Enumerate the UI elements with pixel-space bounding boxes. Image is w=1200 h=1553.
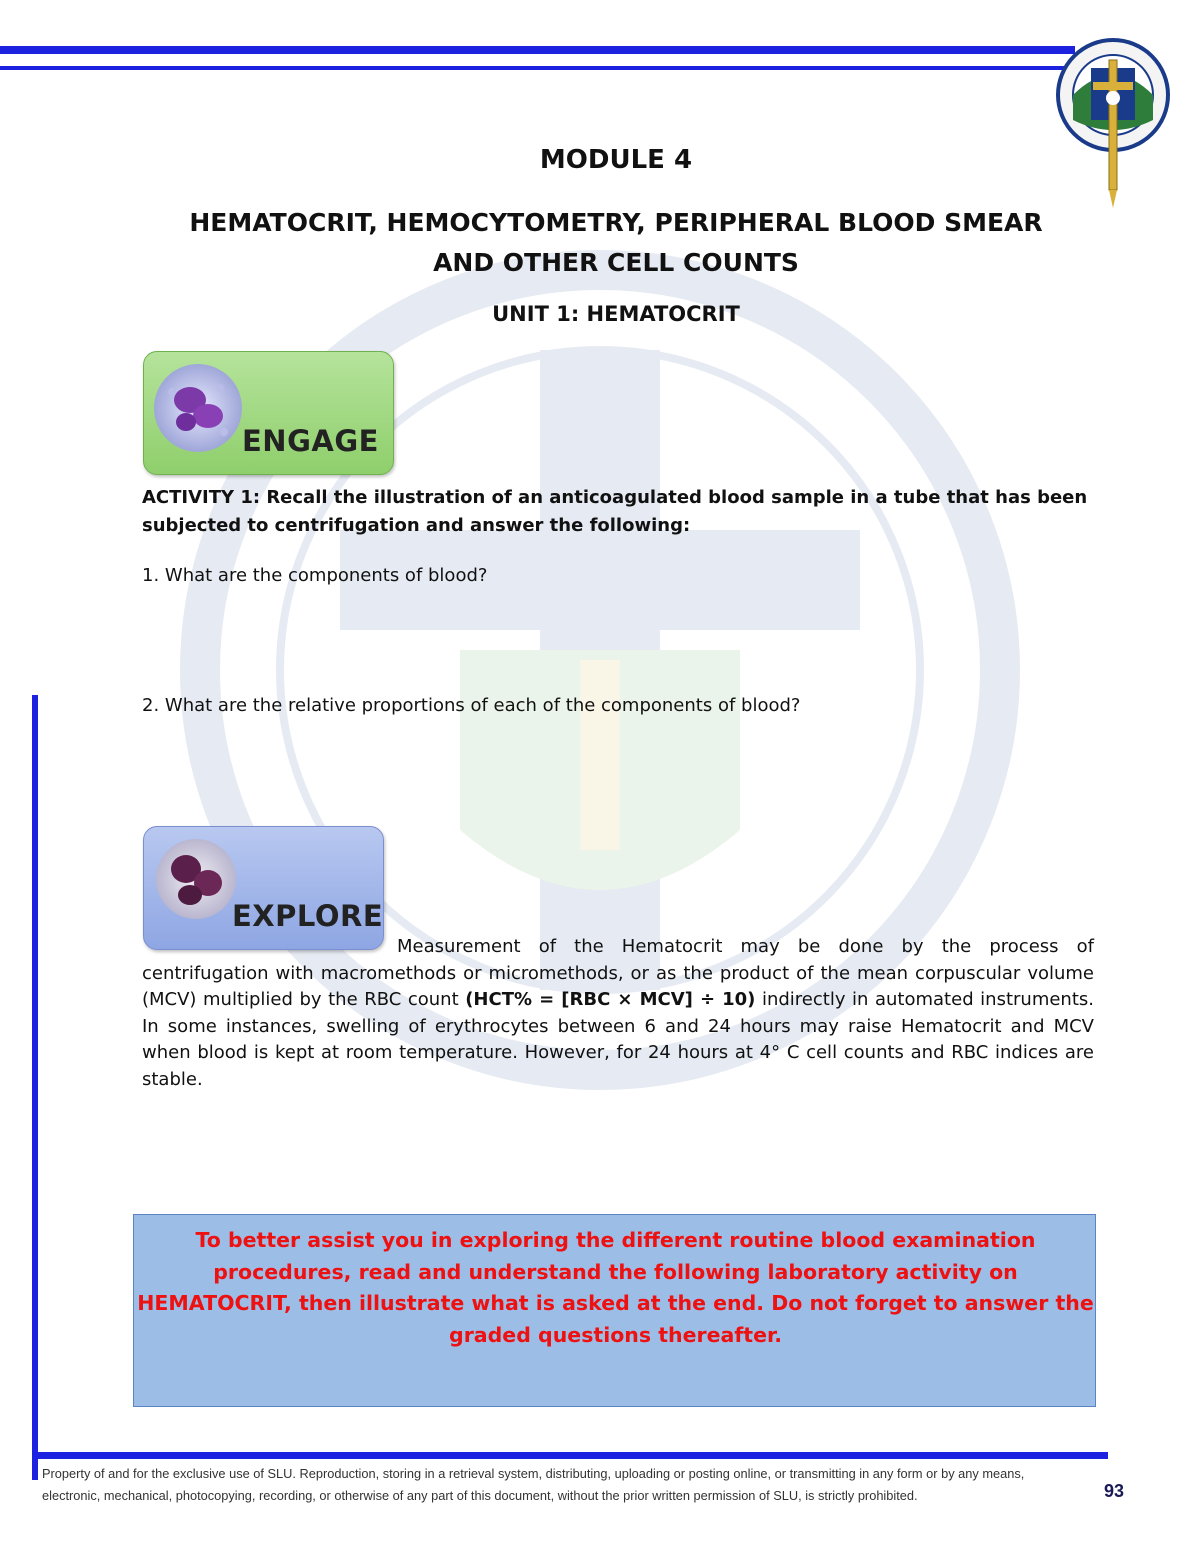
unit-title: UNIT 1: HEMATOCRIT bbox=[492, 302, 740, 326]
question-2: 2. What are the relative proportions of each of the components of blood? bbox=[142, 695, 801, 716]
instruction-callout bbox=[133, 1214, 1096, 1407]
top-rule-thick bbox=[0, 46, 1075, 54]
copyright-notice bbox=[42, 1463, 1072, 1507]
page-title bbox=[0, 203, 1200, 283]
module-title: MODULE 4 bbox=[539, 145, 693, 175]
slu-seal-icon bbox=[1053, 20, 1173, 210]
explanation-part-1: Measurement of the Hematocrit may be done by the process of centrifugation with macromethods or micromethods, or as the product of the mean corpuscular volume (MCV) multiplied by the RBC count bbox=[142, 936, 1094, 1010]
explanation-part-2: indirectly in automated instruments. In some instances, swelling of erythrocytes between 6 and 24 hours may raise Hematocrit and MCV when blood is kept at room temperature. However, for 24 hours at 4° C cell counts and RBC indices are stable. bbox=[142, 989, 1094, 1090]
explore-badge bbox=[143, 826, 384, 950]
bottom-rule bbox=[32, 1452, 1108, 1459]
hematocrit-explanation bbox=[142, 934, 1094, 1093]
engage-label: ENGAGE bbox=[242, 424, 379, 458]
activity-1-instructions: ACTIVITY 1: Recall the illustration of an anticoagulated blood sample in a tube that has been subjected to centrifugation and answer the following: bbox=[142, 487, 1088, 536]
page-title-line-1: HEMATOCRIT, HEMOCYTOMETRY, PERIPHERAL BLOOD SMEAR bbox=[189, 208, 1043, 237]
callout-text: To better assist you in exploring the different routine blood examination procedures, read and understand the following laboratory activity on HEMATOCRIT, then illustrate what is asked at the end. Do not forget to answer the graded questions thereafter. bbox=[137, 1228, 1094, 1347]
copyright-line-2: electronic, mechanical, photocopying, recording, or otherwise of any part of this document, without the prior written permission of SLU, is strictly prohibited. bbox=[42, 1488, 918, 1503]
hct-formula: (HCT% = [RBC × MCV] ÷ 10) bbox=[465, 989, 756, 1010]
page-title-line-2: AND OTHER CELL COUNTS bbox=[433, 248, 799, 277]
question-1: 1. What are the components of blood? bbox=[142, 565, 488, 586]
copyright-line-1: Property of and for the exclusive use of SLU. Reproduction, storing in a retrieval system, distributing, uploading or posting online, or transmitting in any form or by any means, bbox=[42, 1466, 1025, 1481]
explore-label: EXPLORE bbox=[232, 899, 384, 933]
top-rule-thin bbox=[0, 66, 1075, 70]
left-margin-bar bbox=[32, 695, 38, 1480]
engage-badge bbox=[143, 351, 394, 475]
page-number: 93 bbox=[1104, 1481, 1125, 1501]
neutrophil-cell-icon bbox=[150, 358, 250, 458]
